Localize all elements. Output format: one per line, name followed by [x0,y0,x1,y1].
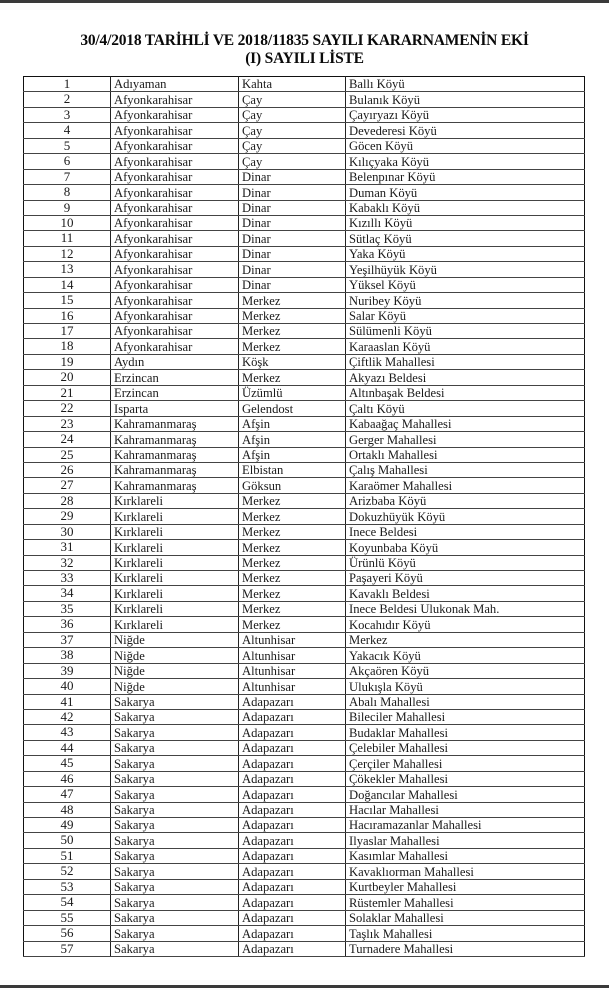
place-cell: Ballı Köyü [346,77,585,92]
place-cell: Akçaören Köyü [346,663,585,678]
row-number-cell: 18 [24,339,111,354]
place-cell: Bulanık Köyü [346,92,585,107]
row-number-cell: 53 [24,879,111,894]
row-number-cell: 8 [24,185,111,200]
row-number-cell: 25 [24,447,111,462]
province-cell: Sakarya [111,771,239,786]
district-cell: Çay [239,92,346,107]
province-cell: Sakarya [111,895,239,910]
district-cell: Adapazarı [239,694,346,709]
place-cell: Inece Beldesi Ulukonak Mah. [346,601,585,616]
table-row [24,910,585,925]
district-cell: Altunhisar [239,679,346,694]
row-number-cell: 36 [24,617,111,632]
row-number-cell: 28 [24,493,111,508]
province-cell: Kırklareli [111,586,239,601]
place-cell: Kabaağaç Mahallesi [346,416,585,431]
row-number-cell: 5 [24,138,111,153]
province-cell: Sakarya [111,848,239,863]
table-row [24,586,585,601]
row-number-cell: 51 [24,848,111,863]
place-cell: Gerger Mahallesi [346,432,585,447]
row-number-cell: 16 [24,308,111,323]
row-number-cell: 23 [24,416,111,431]
place-cell: Solaklar Mahallesi [346,910,585,925]
table-row [24,509,585,524]
row-number-cell: 15 [24,293,111,308]
place-cell: Kızıllı Köyü [346,215,585,230]
row-number-cell: 26 [24,462,111,477]
row-number-cell: 27 [24,478,111,493]
place-cell: Taşlık Mahallesi [346,926,585,941]
row-number-cell: 43 [24,725,111,740]
district-cell: Afşin [239,416,346,431]
table-row [24,679,585,694]
table-row [24,92,585,107]
place-cell: Hacıramazanlar Mahallesi [346,818,585,833]
province-cell: Niğde [111,679,239,694]
table-row [24,77,585,92]
table-row [24,154,585,169]
district-cell: Çay [239,138,346,153]
district-cell: Merkez [239,617,346,632]
district-cell: Dinar [239,200,346,215]
row-number-cell: 52 [24,864,111,879]
row-number-cell: 29 [24,509,111,524]
row-number-cell: 19 [24,354,111,369]
table-row [24,432,585,447]
place-cell: Paşayeri Köyü [346,571,585,586]
place-cell: Karaaslan Köyü [346,339,585,354]
district-cell: Dinar [239,215,346,230]
district-cell: Afşin [239,447,346,462]
row-number-cell: 1 [24,77,111,92]
place-cell: Ulukışla Köyü [346,679,585,694]
row-number-cell: 32 [24,555,111,570]
province-cell: Erzincan [111,385,239,400]
province-cell: Isparta [111,401,239,416]
place-cell: Abalı Mahallesi [346,694,585,709]
row-number-cell: 17 [24,324,111,339]
row-number-cell: 42 [24,709,111,724]
province-cell: Afyonkarahisar [111,246,239,261]
district-cell: Adapazarı [239,833,346,848]
district-cell: Merkez [239,555,346,570]
place-cell: Kabaklı Köyü [346,200,585,215]
province-cell: Sakarya [111,725,239,740]
table-row [24,370,585,385]
district-cell: Elbistan [239,462,346,477]
district-cell: Adapazarı [239,740,346,755]
province-cell: Sakarya [111,802,239,817]
table-row [24,200,585,215]
table-row [24,215,585,230]
row-number-cell: 21 [24,385,111,400]
province-cell: Sakarya [111,926,239,941]
place-cell: Inece Beldesi [346,524,585,539]
row-number-cell: 3 [24,107,111,122]
place-cell: Nuribey Köyü [346,293,585,308]
place-cell: Salar Köyü [346,308,585,323]
table-row [24,123,585,138]
district-cell: Merkez [239,293,346,308]
table-row [24,756,585,771]
table-row [24,864,585,879]
row-number-cell: 54 [24,895,111,910]
table-body [24,77,585,957]
table-row [24,555,585,570]
district-cell: Adapazarı [239,941,346,956]
district-cell: Altunhisar [239,648,346,663]
district-cell: Dinar [239,246,346,261]
district-cell: Altunhisar [239,632,346,647]
table-row [24,169,585,184]
row-number-cell: 45 [24,756,111,771]
table-row [24,818,585,833]
district-cell: Dinar [239,231,346,246]
province-cell: Afyonkarahisar [111,107,239,122]
table-row [24,571,585,586]
table-row [24,401,585,416]
province-cell: Sakarya [111,879,239,894]
row-number-cell: 31 [24,540,111,555]
table-row [24,293,585,308]
province-cell: Kırklareli [111,524,239,539]
row-number-cell: 24 [24,432,111,447]
district-cell: Adapazarı [239,756,346,771]
district-cell: Dinar [239,262,346,277]
province-cell: Kahramanmaraş [111,462,239,477]
table-row [24,354,585,369]
district-cell: Üzümlü [239,385,346,400]
place-cell: Merkez [346,632,585,647]
table-row [24,895,585,910]
place-cell: Yeşilhüyük Köyü [346,262,585,277]
province-cell: Afyonkarahisar [111,92,239,107]
province-cell: Niğde [111,648,239,663]
province-cell: Kahramanmaraş [111,416,239,431]
place-cell: Budaklar Mahallesi [346,725,585,740]
province-cell: Kahramanmaraş [111,478,239,493]
district-cell: Merkez [239,339,346,354]
row-number-cell: 2 [24,92,111,107]
province-cell: Kırklareli [111,571,239,586]
table-row [24,339,585,354]
province-cell: Afyonkarahisar [111,231,239,246]
row-number-cell: 11 [24,231,111,246]
row-number-cell: 39 [24,663,111,678]
table-row [24,648,585,663]
table-row [24,324,585,339]
district-cell: Çay [239,154,346,169]
district-cell: Çay [239,123,346,138]
province-cell: Erzincan [111,370,239,385]
table-row [24,262,585,277]
row-number-cell: 56 [24,926,111,941]
district-cell: Kahta [239,77,346,92]
district-cell: Adapazarı [239,864,346,879]
row-number-cell: 55 [24,910,111,925]
table-row [24,493,585,508]
place-cell: Çaltı Köyü [346,401,585,416]
row-number-cell: 38 [24,648,111,663]
district-cell: Dinar [239,169,346,184]
table-row [24,231,585,246]
place-cell: Dokuzhüyük Köyü [346,509,585,524]
place-cell: Çökekler Mahallesi [346,771,585,786]
place-cell: Devederesi Köyü [346,123,585,138]
province-cell: Adıyaman [111,77,239,92]
place-cell: Kılıçyaka Köyü [346,154,585,169]
district-cell: Adapazarı [239,818,346,833]
row-number-cell: 30 [24,524,111,539]
province-cell: Afyonkarahisar [111,154,239,169]
province-cell: Aydın [111,354,239,369]
place-cell: Yakacık Köyü [346,648,585,663]
place-cell: Bileciler Mahallesi [346,709,585,724]
table-row [24,926,585,941]
table-row [24,138,585,153]
district-cell: Altunhisar [239,663,346,678]
province-cell: Kahramanmaraş [111,447,239,462]
district-cell: Adapazarı [239,910,346,925]
province-cell: Afyonkarahisar [111,123,239,138]
province-cell: Niğde [111,663,239,678]
row-number-cell: 40 [24,679,111,694]
row-number-cell: 57 [24,941,111,956]
province-cell: Kahramanmaraş [111,432,239,447]
table-row [24,540,585,555]
table-row [24,787,585,802]
place-cell: Kavaklı Beldesi [346,586,585,601]
district-cell: Adapazarı [239,926,346,941]
table-row [24,308,585,323]
table-row [24,879,585,894]
place-cell: Çerçiler Mahallesi [346,756,585,771]
place-cell: Doğancılar Mahallesi [346,787,585,802]
district-cell: Merkez [239,571,346,586]
province-cell: Kırklareli [111,555,239,570]
province-cell: Sakarya [111,941,239,956]
row-number-cell: 10 [24,215,111,230]
district-cell: Merkez [239,586,346,601]
place-cell: Çayıryazı Köyü [346,107,585,122]
province-cell: Sakarya [111,818,239,833]
table-row [24,632,585,647]
place-cell: Çalış Mahallesi [346,462,585,477]
district-cell: Köşk [239,354,346,369]
table-row [24,802,585,817]
table-row [24,524,585,539]
table-row [24,277,585,292]
place-cell: Ilyaslar Mahallesi [346,833,585,848]
row-number-cell: 47 [24,787,111,802]
place-cell: Yaka Köyü [346,246,585,261]
district-cell: Merkez [239,493,346,508]
place-cell: Arizbaba Köyü [346,493,585,508]
province-cell: Kırklareli [111,509,239,524]
table-row [24,107,585,122]
table-row [24,771,585,786]
province-cell: Afyonkarahisar [111,262,239,277]
row-number-cell: 22 [24,401,111,416]
row-number-cell: 33 [24,571,111,586]
table-row [24,709,585,724]
district-cell: Adapazarı [239,895,346,910]
place-cell: Kavaklıorman Mahallesi [346,864,585,879]
table-row [24,185,585,200]
place-cell: Rüstemler Mahallesi [346,895,585,910]
place-cell: Karaömer Mahallesi [346,478,585,493]
row-number-cell: 35 [24,601,111,616]
table-row [24,663,585,678]
place-cell: Sütlaç Köyü [346,231,585,246]
district-cell: Adapazarı [239,802,346,817]
table-row [24,694,585,709]
row-number-cell: 20 [24,370,111,385]
province-cell: Afyonkarahisar [111,200,239,215]
district-cell: Merkez [239,324,346,339]
row-number-cell: 9 [24,200,111,215]
province-cell: Afyonkarahisar [111,339,239,354]
province-cell: Afyonkarahisar [111,138,239,153]
district-cell: Merkez [239,540,346,555]
province-cell: Kırklareli [111,493,239,508]
province-cell: Afyonkarahisar [111,215,239,230]
province-cell: Sakarya [111,833,239,848]
district-cell: Merkez [239,509,346,524]
district-cell: Merkez [239,370,346,385]
row-number-cell: 50 [24,833,111,848]
place-cell: Akyazı Beldesi [346,370,585,385]
row-number-cell: 6 [24,154,111,169]
district-cell: Adapazarı [239,725,346,740]
settlement-list-table [23,76,585,957]
row-number-cell: 46 [24,771,111,786]
province-cell: Niğde [111,632,239,647]
district-cell: Göksun [239,478,346,493]
place-cell: Çiftlik Mahallesi [346,354,585,369]
place-cell: Kurtbeyler Mahallesi [346,879,585,894]
place-cell: Hacılar Mahallesi [346,802,585,817]
screen-top-edge [0,0,609,3]
district-cell: Merkez [239,308,346,323]
place-cell: Kasımlar Mahallesi [346,848,585,863]
row-number-cell: 34 [24,586,111,601]
row-number-cell: 13 [24,262,111,277]
place-cell: Turnadere Mahallesi [346,941,585,956]
table-row [24,462,585,477]
row-number-cell: 48 [24,802,111,817]
province-cell: Sakarya [111,740,239,755]
table-row [24,447,585,462]
row-number-cell: 44 [24,740,111,755]
province-cell: Kırklareli [111,601,239,616]
table-row [24,246,585,261]
province-cell: Afyonkarahisar [111,277,239,292]
table-row [24,740,585,755]
place-cell: Sülümenli Köyü [346,324,585,339]
row-number-cell: 41 [24,694,111,709]
district-cell: Adapazarı [239,879,346,894]
table-row [24,601,585,616]
place-cell: Ortaklı Mahallesi [346,447,585,462]
row-number-cell: 49 [24,818,111,833]
district-cell: Adapazarı [239,709,346,724]
province-cell: Sakarya [111,787,239,802]
table-row [24,617,585,632]
table-row [24,385,585,400]
row-number-cell: 12 [24,246,111,261]
table-row [24,725,585,740]
province-cell: Sakarya [111,709,239,724]
row-number-cell: 7 [24,169,111,184]
place-cell: Çelebiler Mahallesi [346,740,585,755]
province-cell: Afyonkarahisar [111,169,239,184]
row-number-cell: 4 [24,123,111,138]
province-cell: Sakarya [111,756,239,771]
table-row [24,478,585,493]
table-row [24,416,585,431]
document-subtitle: (I) SAYILI LİSTE [245,50,364,67]
district-cell: Dinar [239,185,346,200]
province-cell: Afyonkarahisar [111,324,239,339]
district-cell: Adapazarı [239,848,346,863]
place-cell: Göcen Köyü [346,138,585,153]
table-row [24,848,585,863]
place-cell: Ürünlü Köyü [346,555,585,570]
district-cell: Afşin [239,432,346,447]
province-cell: Kırklareli [111,540,239,555]
document-title: 30/4/2018 TARİHLİ VE 2018/11835 SAYILI KARARNAMENİN EKİ [80,32,529,49]
row-number-cell: 14 [24,277,111,292]
district-cell: Adapazarı [239,787,346,802]
district-cell: Merkez [239,601,346,616]
place-cell: Koyunbaba Köyü [346,540,585,555]
place-cell: Belenpınar Köyü [346,169,585,184]
district-cell: Merkez [239,524,346,539]
province-cell: Kırklareli [111,617,239,632]
province-cell: Sakarya [111,864,239,879]
district-cell: Gelendost [239,401,346,416]
place-cell: Altınbaşak Beldesi [346,385,585,400]
province-cell: Sakarya [111,694,239,709]
province-cell: Afyonkarahisar [111,293,239,308]
place-cell: Kocahıdır Köyü [346,617,585,632]
district-cell: Adapazarı [239,771,346,786]
place-cell: Duman Köyü [346,185,585,200]
province-cell: Sakarya [111,910,239,925]
district-cell: Dinar [239,277,346,292]
province-cell: Afyonkarahisar [111,185,239,200]
province-cell: Afyonkarahisar [111,308,239,323]
district-cell: Çay [239,107,346,122]
table-row [24,833,585,848]
table-row [24,941,585,956]
row-number-cell: 37 [24,632,111,647]
place-cell: Yüksel Köyü [346,277,585,292]
